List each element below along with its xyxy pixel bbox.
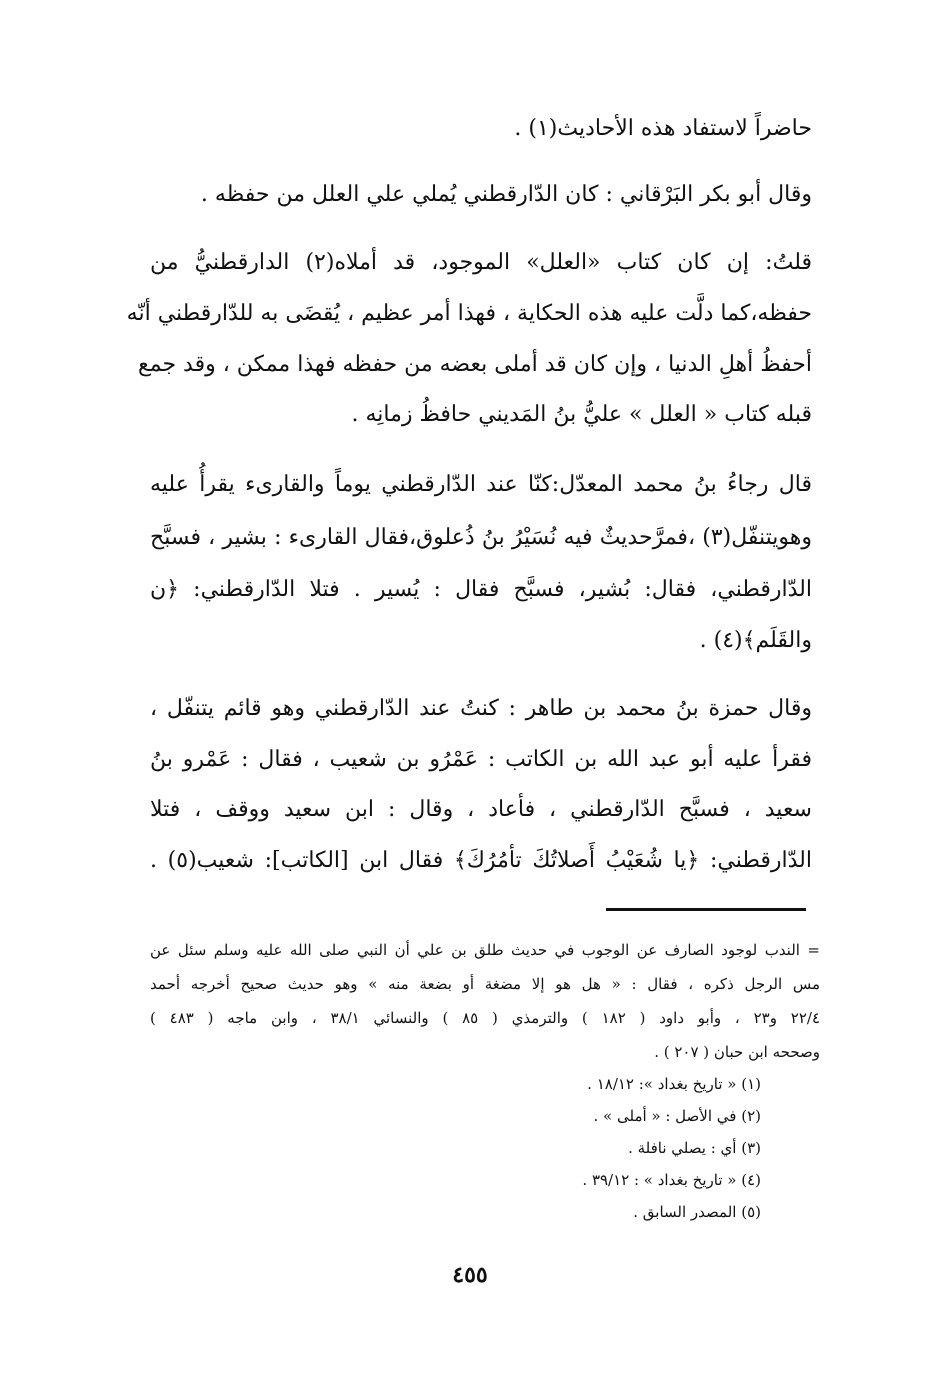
body-line-11: وقال حمزة بنُ محمد بن طاهر : كنتُ عند الدّارقطني وهو قائم يتنفّل ،	[150, 696, 812, 721]
body-line-3: قلتُ: إن كان كتاب «العلل» الموجود، قد أملاه(٢) الدارقطنيُّ من	[150, 250, 812, 275]
body-line-1: حاضراً لاستفاد هذه الأحاديث(١) .	[514, 116, 812, 141]
footnote-continuation-line-3: ٢٢/٤ و٢٣ ، وأبو داود ( ١٨٢ ) والترمذي ( ٨٥ ) والنسائي ٣٨/١ ، وابن ماجه ( ٤٨٣ )	[150, 1009, 821, 1027]
body-line-9: الدّارقطني، فقال: بُشير، فسبَّح فقال : يُسير . فتلا الدّارقطني: ﴿ن	[150, 577, 812, 602]
body-line-10: والقَلَم﴾(٤) .	[699, 628, 812, 653]
body-line-4: حفظه،كما دلَّت عليه هذه الحكاية ، فهذا أمر عظيم ، يُقضَى به للدّارقطني أنّه	[126, 301, 812, 326]
footnote-3: (٣) أي : يصلي نافلة .	[628, 1139, 761, 1157]
page-number: ٤٥٥	[452, 1262, 488, 1288]
footnote-5: (٥) المصدر السابق .	[633, 1203, 761, 1221]
footnote-continuation-line-4: وصححه ابن حبان ( ٢٠٧ ) .	[654, 1043, 820, 1061]
footnote-continuation-line-2: مس الرجل ذكره ، فقال : « هل هو إلا مضغة أو بضعة منه » وهو حديث صحيح أخرجه أحمد	[150, 975, 820, 993]
footnote-continuation-line-1: = الندب لوجود الصارف عن الوجوب في حديث طلق بن علي أن النبي صلى الله عليه وسلم سئل عن	[150, 941, 820, 959]
body-line-14: الدّارقطني: ﴿يا شُعَيْبُ أَصلاتُكَ تأمُرُكَ﴾ فقال ابن [الكاتب]: شعيب(٥) .	[150, 848, 812, 873]
body-line-6: قبله كتاب « العلل » عليُّ بنُ المَديني حافظُ زمانِه .	[351, 402, 812, 427]
footnote-divider	[606, 908, 806, 911]
body-line-7: قال رجاءُ بنُ محمد المعدّل:كنّا عند الدّارقطني يوماً والقارىء يقرأُ عليه	[150, 472, 812, 497]
footnote-2: (٢) في الأصل : « أملى » .	[593, 1107, 761, 1125]
body-line-13: سعيد ، فسبَّح الدّارقطني ، فأعاد ، وقال : ابن سعيد ووقف ، فتلا	[150, 797, 812, 822]
body-line-5: أحفظُ أهلِ الدنيا ، وإن كان قد أملى بعضه من حفظه فهذا ممكن ، وقد جمع	[138, 352, 812, 377]
footnote-4: (٤) « تاريخ بغداد » : ٣٩/١٢ .	[582, 1171, 761, 1189]
body-line-8: وهويتنفّل(٣) ،فمرَّحديثٌ فيه نُسَيْرُ بنُ ذُعلوق،فقال القارىء : بشير ، فسبَّح	[150, 525, 812, 550]
body-line-12: فقرأ عليه أبو عبد الله بن الكاتب : عَمْرُو بن شعيب ، فقال : عَمْرو بنُ	[150, 747, 812, 772]
footnote-1: (١) « تاريخ بغداد »: ١٨/١٢ .	[587, 1075, 761, 1093]
body-line-2: وقال أبو بكر البَرْقاني : كان الدّارقطني يُملي علي العلل من حفظه .	[200, 182, 812, 207]
